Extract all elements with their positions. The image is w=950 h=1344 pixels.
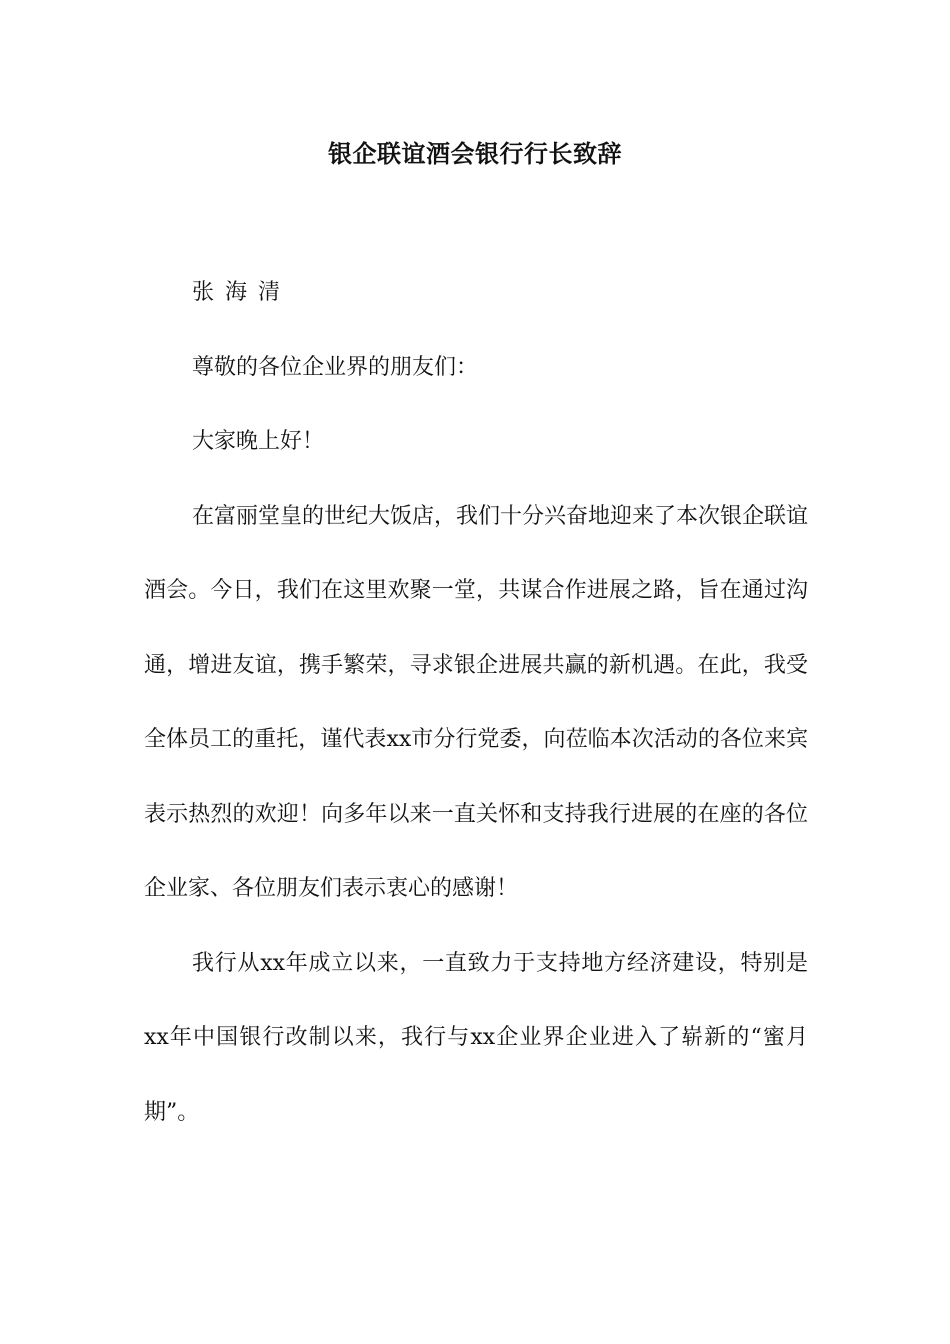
document-title: 银企联谊酒会银行行长致辞 xyxy=(328,139,622,168)
greeting-paragraph: 大家晚上好！ xyxy=(192,429,325,454)
welcome-paragraph: 在富丽堂皇的世纪大饭店，我们十分兴奋地迎来了本次银企联谊酒会。今日，我们在这里欢聚一堂，共谋合作进展之路，旨在通过沟通，增进友谊，携手繁荣，寻求银企进展共赢的新机遇。在此，我受全体员工的重托，谨代表xx市分行党委，向莅临本次活动的各位来宾表示热烈的欢迎！向多年以来一直关怀和支持我行进展的在座的各位企业家、各位朋友们表示衷心的感谢！ xyxy=(144,503,809,901)
author-name: 张海清 xyxy=(192,280,292,305)
salutation-paragraph: 尊敬的各位企业界的朋友们： xyxy=(192,354,479,380)
history-paragraph: 我行从xx年成立以来，一直致力于支持地方经济建设，特别是xx年中国银行改制以来，我行与xx企业界企业进入了崭新的“蜜月期”。 xyxy=(144,950,808,1125)
document-body xyxy=(144,256,808,1150)
